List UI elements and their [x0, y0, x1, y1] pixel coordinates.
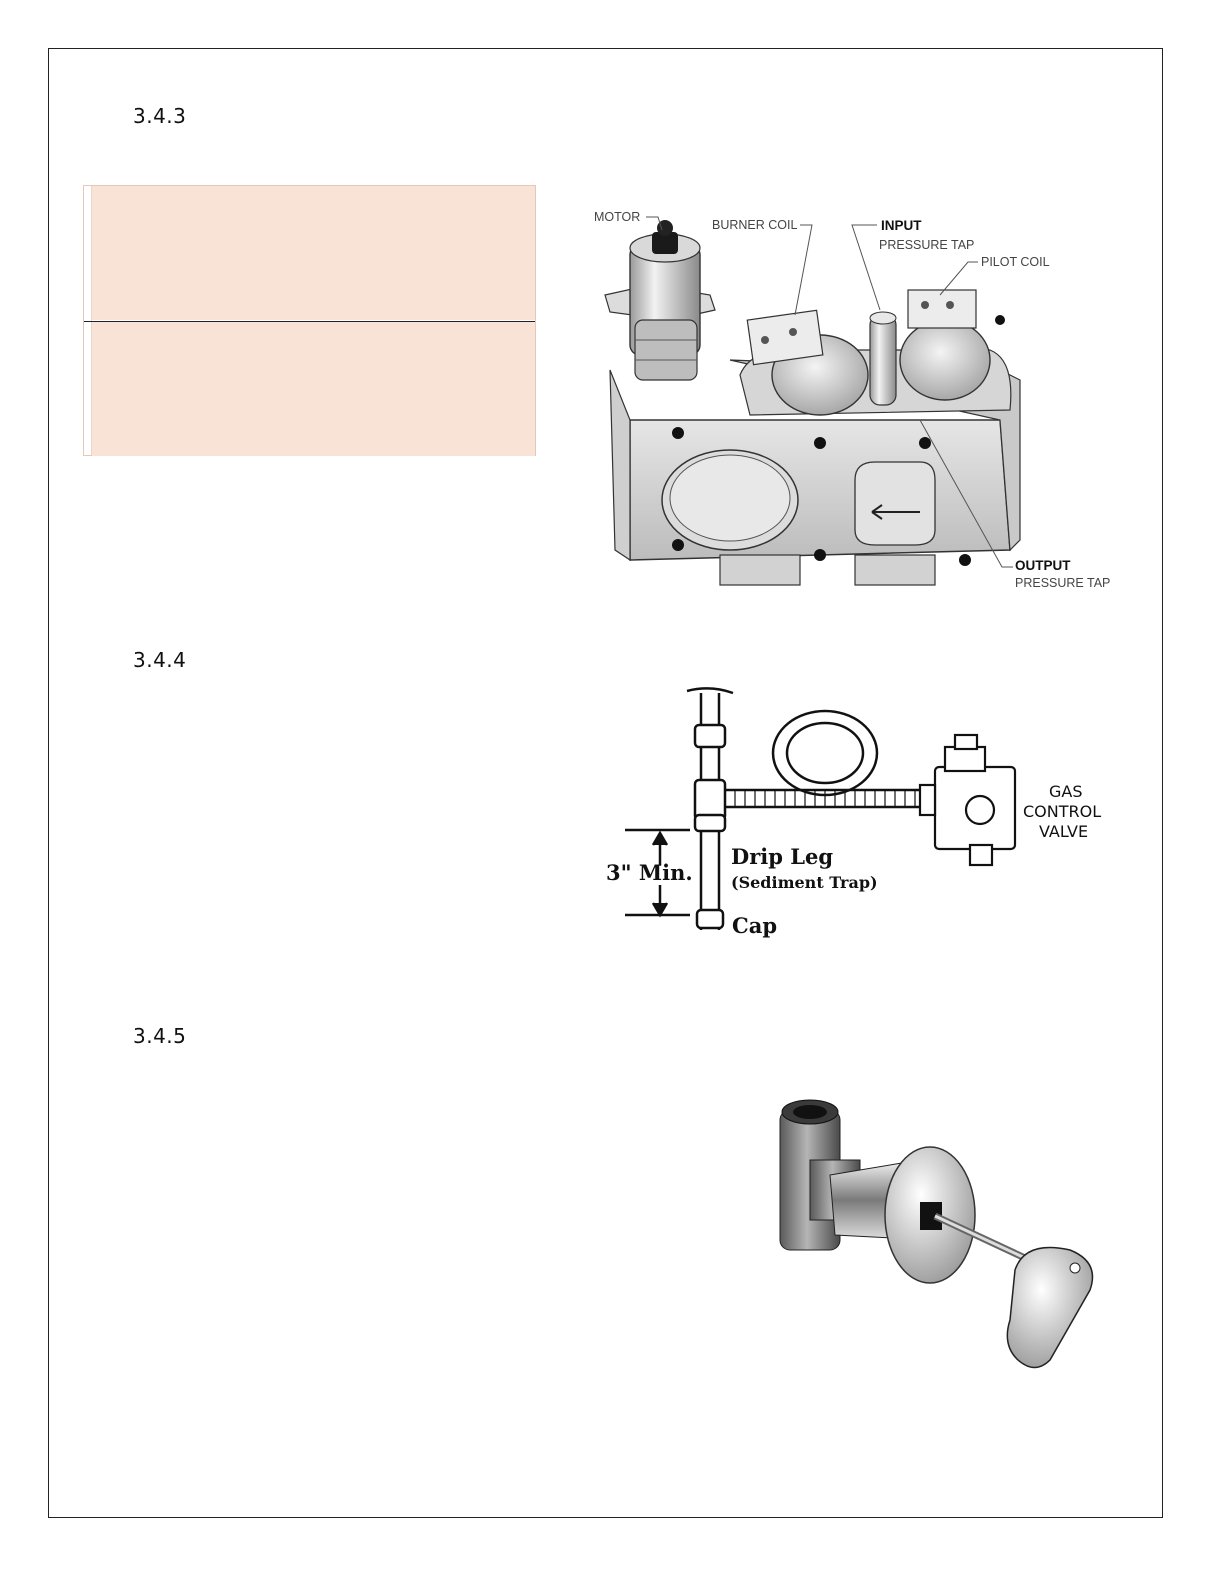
label-burner-coil: BURNER COIL: [712, 218, 798, 232]
label-drip-leg: Drip Leg: [731, 844, 834, 869]
section-number-3-4-3: 3.4.3: [133, 104, 187, 128]
label-input-pressure-tap: PRESSURE TAP: [879, 238, 975, 252]
table-cell-bottom: [92, 322, 535, 456]
label-gas: GAS: [1049, 782, 1083, 801]
drip-leg-diagram: [595, 685, 1120, 945]
label-valve: VALVE: [1039, 822, 1089, 841]
label-cap: Cap: [732, 913, 778, 938]
label-output-pressure-tap: PRESSURE TAP: [1015, 576, 1111, 590]
section-number-3-4-4: 3.4.4: [133, 648, 187, 672]
label-sediment-trap: (Sediment Trap): [731, 873, 878, 892]
section-number-3-4-5: 3.4.5: [133, 1024, 187, 1048]
label-pilot-coil: PILOT COIL: [981, 255, 1050, 269]
shaded-table: [83, 185, 536, 456]
label-3-min: 3" Min.: [606, 860, 693, 885]
label-control: CONTROL: [1023, 802, 1102, 821]
table-cell-top: [92, 186, 535, 320]
label-output: OUTPUT: [1015, 558, 1071, 573]
label-input: INPUT: [881, 218, 922, 233]
gas-valve-diagram: [590, 200, 1120, 600]
shutoff-valve-key-image: [770, 1090, 1110, 1380]
label-motor: MOTOR: [594, 210, 641, 224]
